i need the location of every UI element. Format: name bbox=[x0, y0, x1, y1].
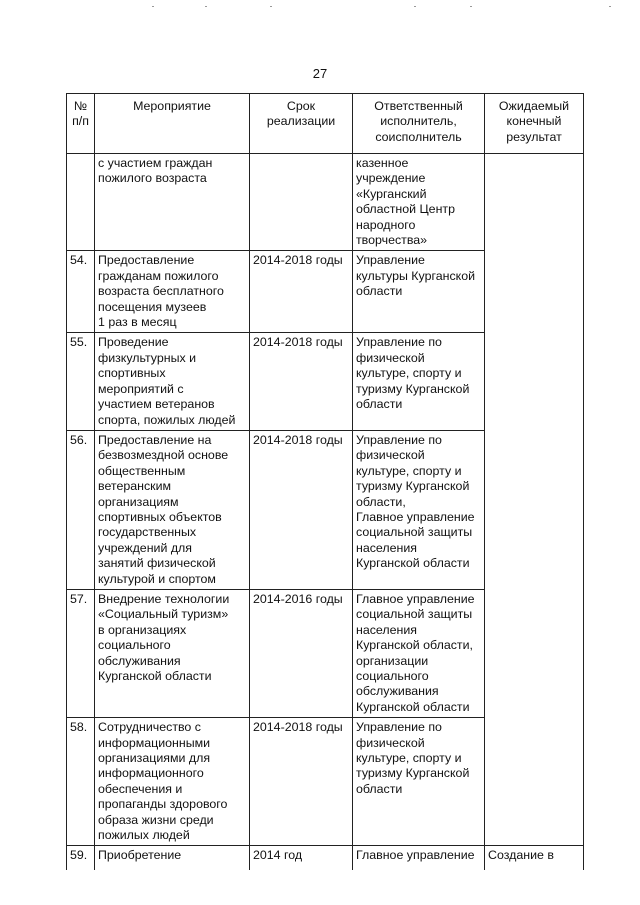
cell-number: 56. bbox=[67, 430, 95, 589]
cell-executor: Управление культуры Курганской области bbox=[353, 251, 485, 333]
cell-executor: казенное учреждение «Курганский областной Центр народного творчества» bbox=[353, 154, 485, 251]
scan-speck bbox=[270, 6, 272, 7]
header-number: № п/п bbox=[67, 94, 95, 154]
cell-event: Сотрудничество с информационными организациями для информационного обеспечения и пропаганды здорового образа жизни среди пожилых людей bbox=[95, 718, 250, 846]
table-header-row bbox=[67, 94, 584, 154]
cell-term: 2014-2018 годы bbox=[250, 430, 353, 589]
cell-number: 59. bbox=[67, 846, 95, 871]
scan-speck bbox=[414, 6, 416, 7]
cell-event: Предоставление гражданам пожилого возраста бесплатного посещения музеев 1 раз в месяц bbox=[95, 251, 250, 333]
cell-term: 2014-2016 годы bbox=[250, 589, 353, 717]
cell-term: 2014-2018 годы bbox=[250, 718, 353, 846]
header-executor: Ответственный исполнитель, соисполнитель bbox=[353, 94, 485, 154]
cell-executor: Управление по физической культуре, спорту и туризму Курганской области bbox=[353, 718, 485, 846]
header-result: Ожидаемый конечный результат bbox=[485, 94, 584, 154]
cell-event: Предоставление на безвозмездной основе общественным ветеранским организациям спортивных объектов государственных учреждений для занятий физической культурой и спортом bbox=[95, 430, 250, 589]
cell-result bbox=[485, 154, 584, 846]
cell-executor: Главное управление bbox=[353, 846, 485, 871]
scan-speck bbox=[470, 6, 472, 7]
cell-term bbox=[250, 154, 353, 251]
table-row-continuation bbox=[67, 154, 584, 251]
cell-event: с участием граждан пожилого возраста bbox=[95, 154, 250, 251]
cell-event: Приобретение bbox=[95, 846, 250, 871]
cell-executor: Управление по физической культуре, спорту и туризму Курганской области, Главное управление социальной защиты населения Курганской области bbox=[353, 430, 485, 589]
cell-number bbox=[67, 154, 95, 251]
cell-result: Создание в bbox=[485, 846, 584, 871]
header-term: Срок реализации bbox=[250, 94, 353, 154]
cell-number: 54. bbox=[67, 251, 95, 333]
cell-term: 2014-2018 годы bbox=[250, 251, 353, 333]
cell-term: 2014 год bbox=[250, 846, 353, 871]
cell-number: 55. bbox=[67, 333, 95, 430]
cell-executor: Главное управление социальной защиты населения Курганской области, организации социального обслуживания Курганской области bbox=[353, 589, 485, 717]
scan-speck bbox=[609, 6, 611, 7]
cell-number: 57. bbox=[67, 589, 95, 717]
scan-speck bbox=[152, 6, 154, 7]
cell-number: 58. bbox=[67, 718, 95, 846]
header-event: Мероприятие bbox=[95, 94, 250, 154]
cell-term: 2014-2018 годы bbox=[250, 333, 353, 430]
page-number: 27 bbox=[312, 66, 328, 81]
table-row-partial bbox=[67, 846, 584, 871]
cell-event: Внедрение технологии «Социальный туризм» в организациях социального обслуживания Курганской области bbox=[95, 589, 250, 717]
measures-table bbox=[66, 93, 584, 870]
cell-event: Проведение физкультурных и спортивных мероприятий с участием ветеранов спорта, пожилых людей bbox=[95, 333, 250, 430]
cell-executor: Управление по физической культуре, спорту и туризму Курганской области bbox=[353, 333, 485, 430]
scan-speck bbox=[205, 6, 207, 7]
